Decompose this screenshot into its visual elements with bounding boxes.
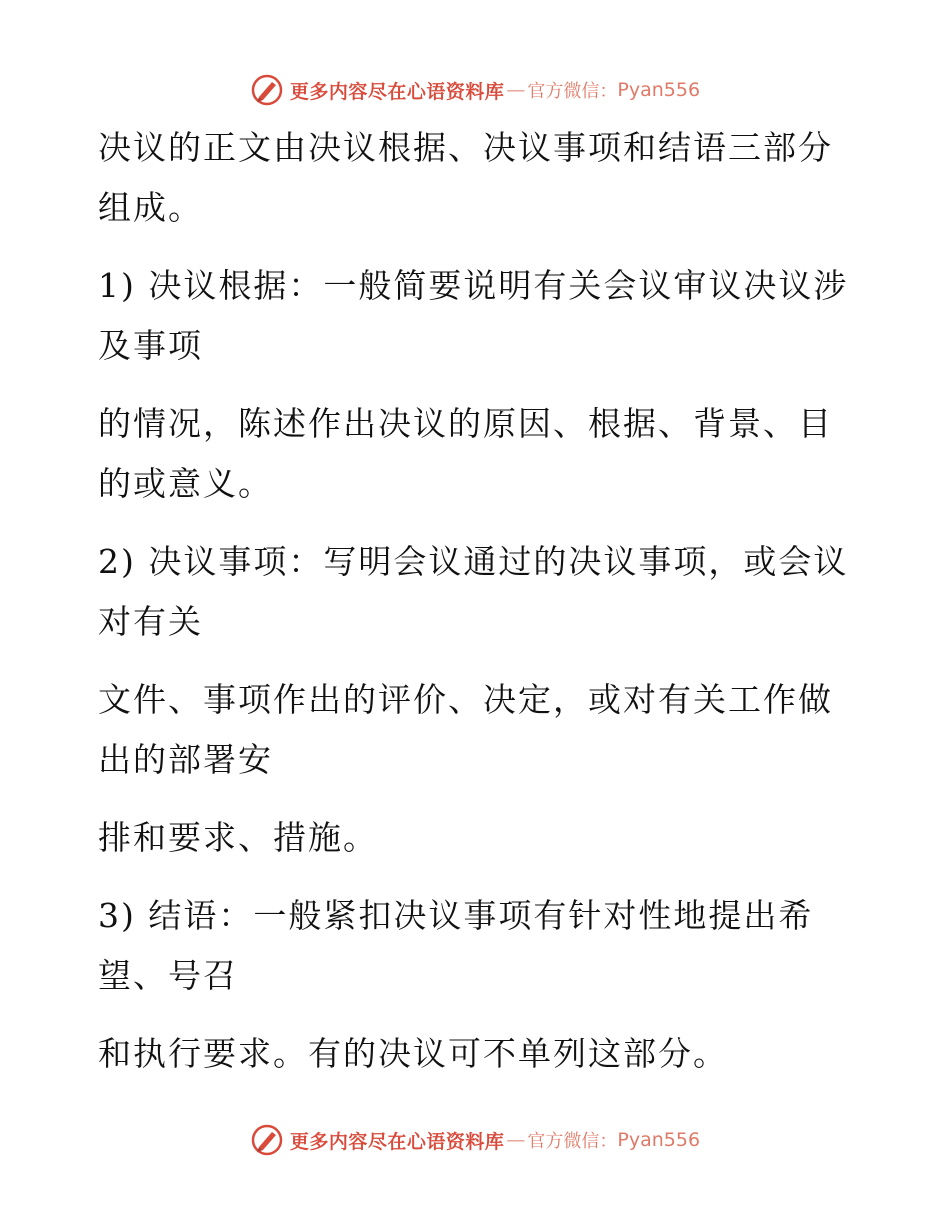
watermark-dash: — [506,1129,526,1151]
watermark-label: 官方微信： [527,1131,618,1152]
header-watermark [0,70,950,110]
watermark-label: 官方微信： [527,81,618,102]
watermark-dash: — [506,79,526,101]
text-line: 决议的正文由决议根据、决议事项和结语三部分 [98,128,833,167]
paragraph [98,394,838,514]
pen-logo-icon [250,1123,284,1157]
text-line: 的情况，陈述作出决议的原因、根据、背景、目 [98,404,833,443]
text-line: 和执行要求。有的决议可不单列这部分。 [98,1034,728,1073]
watermark-id: Pyan556 [617,79,701,101]
text-line: 出的部署安 [98,740,273,779]
paragraph [98,1024,838,1084]
paragraph [98,670,838,790]
text-line: 3) 结语：一般紧扣决议事项有针对性地提出希 [98,896,814,935]
paragraph [98,118,838,238]
text-line: 2) 决议事项：写明会议通过的决议事项，或会议 [98,542,849,581]
text-line: 及事项 [98,326,203,365]
paragraph [98,808,838,868]
watermark-brand: 更多内容尽在心语资料库 [289,80,505,103]
paragraph [98,532,849,652]
text-line: 望、号召 [98,956,238,995]
text-line: 对有关 [98,602,203,641]
watermark-brand: 更多内容尽在心语资料库 [289,1130,505,1153]
document-body [98,118,849,1084]
watermark-id: Pyan556 [617,1129,701,1151]
text-line: 组成。 [98,188,203,227]
text-line: 的或意义。 [98,464,273,503]
text-line: 文件、事项作出的评价、决定，或对有关工作做 [98,680,833,719]
footer-watermark [0,1120,950,1160]
paragraph [98,886,838,1006]
text-line: 1) 决议根据：一般简要说明有关会议审议决议涉 [98,266,849,305]
text-line: 排和要求、措施。 [98,818,378,857]
paragraph [98,256,849,376]
pen-logo-icon [250,73,284,107]
